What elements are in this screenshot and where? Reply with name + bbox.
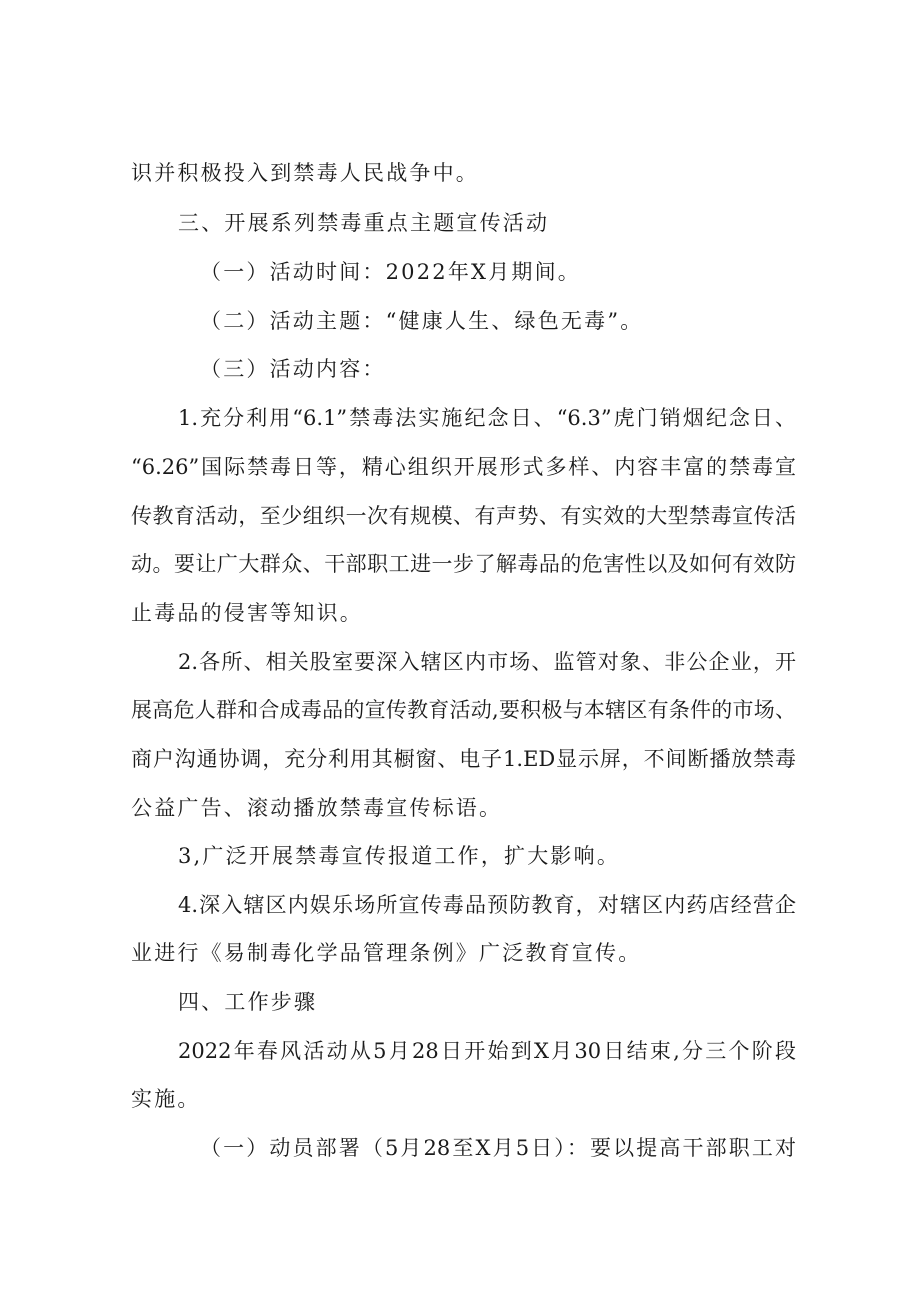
body-line: 传教育活动，至少组织一次有规模、有声势、有实效的大型禁毒宣传活 xyxy=(131,504,796,528)
body-line: 公益广告、滚动播放禁毒宣传标语。 xyxy=(131,796,503,820)
body-line: 业进行《易制毒化学品管理条例》广泛教育宣传。 xyxy=(131,941,642,965)
body-line: 1.充分利用“6.1”禁毒法实施纪念日、“6.3”虎门销烟纪念日、 xyxy=(178,406,796,430)
body-line: 2022年春风活动从5月28日开始到X月30日结束,分三个阶段 xyxy=(178,1039,796,1063)
section-heading: 四、工作步骤 xyxy=(178,990,318,1014)
body-line: 实施。 xyxy=(131,1087,201,1111)
body-line: 止毒品的侵害等知识。 xyxy=(131,601,363,625)
body-line: （一）动员部署（5月28至X月5日）：要以提高干部职工对 xyxy=(200,1136,796,1160)
body-line: 3,广泛开展禁毒宣传报道工作，扩大影响。 xyxy=(178,844,621,868)
body-line: 4.深入辖区内娱乐场所宣传毒品预防教育，对辖区内药店经营企 xyxy=(178,893,796,917)
body-line: （二）活动主题：“健康人生、绿色无毒”。 xyxy=(200,309,644,333)
body-line: 2.各所、相关股室要深入辖区内市场、监管对象、非公企业，开 xyxy=(178,650,796,674)
section-heading: 三、开展系列禁毒重点主题宣传活动 xyxy=(178,211,550,235)
body-line: 识并积极投入到禁毒人民战争中。 xyxy=(131,161,479,185)
body-line: 展高危人群和合成毒品的宣传教育活动,要积极与本辖区有条件的市场、 xyxy=(131,698,796,722)
body-line: 商户沟通协调，充分利用其橱窗、电子1.ED显示屏，不间断播放禁毒 xyxy=(131,747,796,771)
body-line: （一）活动时间：2022年X月期间。 xyxy=(200,260,581,284)
body-line: （三）活动内容： xyxy=(200,357,386,381)
body-line: 动。要让广大群众、干部职工进一步了解毒品的危害性以及如何有效防 xyxy=(131,552,796,576)
body-line: “6.26”国际禁毒日等，精心组织开展形式多样、内容丰富的禁毒宣 xyxy=(131,455,796,479)
